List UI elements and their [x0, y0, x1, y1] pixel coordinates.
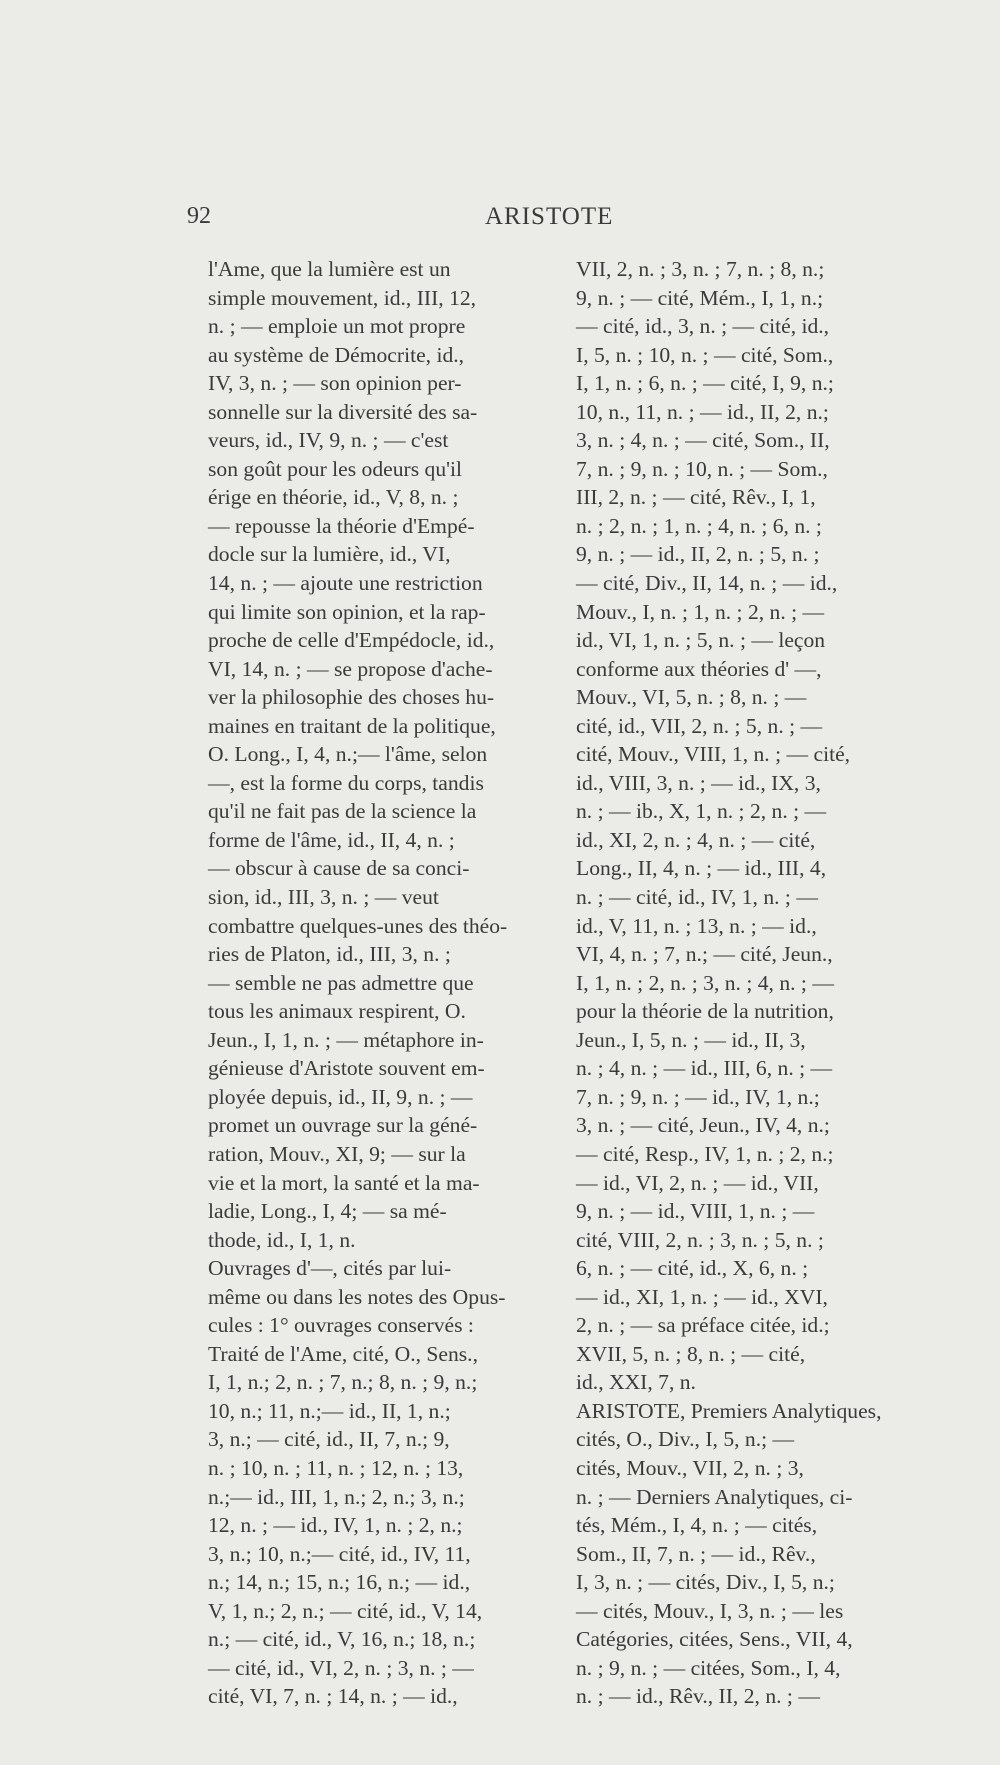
text-line: id., VIII, 3, n. ; — id., IX, 3,: [576, 770, 821, 795]
text-line: n.; 14, n.; 15, n.; 16, n.; — id.,: [208, 1570, 471, 1595]
text-line: 3, n. ; — cité, Jeun., IV, 4, n.;: [576, 1113, 830, 1138]
text-line: n. ; — cité, id., IV, 1, n. ; —: [576, 885, 818, 910]
text-line: cité, Mouv., VIII, 1, n. ; — cité,: [576, 742, 851, 767]
text-line: n. ; 9, n. ; — citées, Som., I, 4,: [576, 1655, 841, 1680]
text-line: O. Long., I, 4, n.;— l'âme, selon: [208, 742, 488, 767]
text-line: I, 1, n. ; 2, n. ; 3, n. ; 4, n. ; —: [576, 970, 834, 995]
text-line: sonnelle sur la diversité des sa-: [208, 399, 478, 424]
text-line: 10, n.; 11, n.;— id., II, 1, n.;: [208, 1398, 451, 1423]
text-line: docle sur la lumière, id., VI,: [208, 542, 451, 567]
text-line: cité, VI, 7, n. ; 14, n. ; — id.,: [208, 1684, 458, 1709]
left-text-column: [208, 255, 520, 1711]
text-line: n. ; — id., Rêv., II, 2, n. ; —: [576, 1684, 820, 1709]
text-line: cités, Mouv., VII, 2, n. ; 3,: [576, 1455, 804, 1480]
text-line: 14, n. ; — ajoute une restriction: [208, 571, 483, 596]
text-line: vie et la mort, la santé et la ma-: [208, 1170, 480, 1195]
text-line: forme de l'âme, id., II, 4, n. ;: [208, 827, 455, 852]
text-line: 3, n.; 10, n.;— cité, id., IV, 11,: [208, 1541, 471, 1566]
text-line: n. ; 10, n. ; 11, n. ; 12, n. ; 13,: [208, 1455, 464, 1480]
text-line: n. ; — Derniers Analytiques, ci-: [576, 1484, 853, 1509]
text-line: IV, 3, n. ; — son opinion per-: [208, 371, 462, 396]
text-line: VI, 14, n. ; — se propose d'ache-: [208, 656, 493, 681]
text-line: ladie, Long., I, 4; — sa mé-: [208, 1199, 447, 1224]
text-line: ployée depuis, id., II, 9, n. ; —: [208, 1084, 473, 1109]
text-line: Long., II, 4, n. ; — id., III, 4,: [576, 856, 827, 881]
text-line: pour la théorie de la nutrition,: [576, 999, 834, 1024]
text-line: n.; — cité, id., V, 16, n.; 18, n.;: [208, 1627, 476, 1652]
text-line: — cité, id., 3, n. ; — cité, id.,: [576, 314, 830, 339]
text-line: 7, n. ; 9, n. ; — id., IV, 1, n.;: [576, 1084, 820, 1109]
text-line: Ouvrages d'—, cités par lui-: [208, 1256, 452, 1281]
text-line: 9, n. ; — id., II, 2, n. ; 5, n. ;: [576, 542, 820, 567]
text-line: combattre quelques-unes des théo-: [208, 913, 508, 938]
text-line: ARISTOTE, Premiers Analytiques,: [576, 1398, 882, 1423]
text-line: V, 1, n.; 2, n.; — cité, id., V, 14,: [208, 1598, 483, 1623]
text-line: conforme aux théories d' —,: [576, 656, 822, 681]
text-line: n. ; 4, n. ; — id., III, 6, n. ; —: [576, 1056, 833, 1081]
running-head-title: ARISTOTE: [485, 203, 614, 230]
text-line: n. ; — ib., X, 1, n. ; 2, n. ; —: [576, 799, 827, 824]
text-line: cules : 1° ouvrages conservés :: [208, 1313, 474, 1338]
text-line: XVII, 5, n. ; 8, n. ; — cité,: [576, 1341, 806, 1366]
text-line: même ou dans les notes des Opus-: [208, 1284, 506, 1309]
text-line: — cité, Resp., IV, 1, n. ; 2, n.;: [576, 1141, 834, 1166]
text-line: qui limite son opinion, et la rap-: [208, 599, 486, 624]
text-line: 7, n. ; 9, n. ; 10, n. ; — Som.,: [576, 456, 828, 481]
text-line: I, 1, n.; 2, n. ; 7, n.; 8, n. ; 9, n.;: [208, 1370, 478, 1395]
text-line: — semble ne pas admettre que: [208, 970, 474, 995]
text-line: tés, Mém., I, 4, n. ; — cités,: [576, 1513, 818, 1538]
text-line: tous les animaux respirent, O.: [208, 999, 466, 1024]
text-line: — id., XI, 1, n. ; — id., XVI,: [576, 1284, 828, 1309]
text-line: cité, VIII, 2, n. ; 3, n. ; 5, n. ;: [576, 1227, 824, 1252]
text-line: cité, id., VII, 2, n. ; 5, n. ; —: [576, 713, 823, 738]
text-line: III, 2, n. ; — cité, Rêv., I, 1,: [576, 485, 816, 510]
text-line: 9, n. ; — cité, Mém., I, 1, n.;: [576, 285, 824, 310]
text-line: 2, n. ; — sa préface citée, id.;: [576, 1313, 830, 1338]
text-line: qu'il ne fait pas de la science la: [208, 799, 477, 824]
text-line: l'Ame, que la lumière est un: [208, 257, 451, 281]
text-line: simple mouvement, id., III, 12,: [208, 285, 477, 310]
text-line: — cités, Mouv., I, 3, n. ; — les: [576, 1598, 844, 1623]
text-line: — cité, id., VI, 2, n. ; 3, n. ; —: [208, 1655, 474, 1680]
text-line: I, 5, n. ; 10, n. ; — cité, Som.,: [576, 342, 834, 367]
text-line: son goût pour les odeurs qu'il: [208, 456, 463, 481]
text-line: au système de Démocrite, id.,: [208, 342, 465, 367]
text-line: id., XI, 2, n. ; 4, n. ; — cité,: [576, 827, 816, 852]
text-line: —, est la forme du corps, tandis: [208, 770, 484, 795]
right-text-column: [576, 255, 892, 1711]
text-line: veurs, id., IV, 9, n. ; — c'est: [208, 428, 449, 453]
text-line: n.;— id., III, 1, n.; 2, n.; 3, n.;: [208, 1484, 465, 1509]
text-line: I, 1, n. ; 6, n. ; — cité, I, 9, n.;: [576, 371, 834, 396]
text-line: Jeun., I, 5, n. ; — id., II, 3,: [576, 1027, 806, 1052]
text-line: ration, Mouv., XI, 9; — sur la: [208, 1141, 466, 1166]
text-line: — obscur à cause de sa conci-: [208, 856, 470, 881]
text-line: Jeun., I, 1, n. ; — métaphore in-: [208, 1027, 484, 1052]
text-line: — id., VI, 2, n. ; — id., VII,: [576, 1170, 819, 1195]
text-line: id., XXI, 7, n.: [576, 1370, 696, 1395]
text-line: 6, n. ; — cité, id., X, 6, n. ;: [576, 1256, 809, 1281]
text-line: 3, n.; — cité, id., II, 7, n.; 9,: [208, 1427, 450, 1452]
text-line: Som., II, 7, n. ; — id., Rêv.,: [576, 1541, 816, 1566]
text-line: id., V, 11, n. ; 13, n. ; — id.,: [576, 913, 817, 938]
text-line: 9, n. ; — id., VIII, 1, n. ; —: [576, 1199, 815, 1224]
text-line: proche de celle d'Empédocle, id.,: [208, 628, 495, 653]
text-line: sion, id., III, 3, n. ; — veut: [208, 885, 439, 910]
text-line: Catégories, citées, Sens., VII, 4,: [576, 1627, 853, 1652]
text-line: n. ; 2, n. ; 1, n. ; 4, n. ; 6, n. ;: [576, 513, 822, 538]
text-line: Mouv., VI, 5, n. ; 8, n. ; —: [576, 685, 807, 710]
text-line: promet un ouvrage sur la géné-: [208, 1113, 478, 1138]
text-line: 10, n., 11, n. ; — id., II, 2, n.;: [576, 399, 829, 424]
text-line: ries de Platon, id., III, 3, n. ;: [208, 942, 451, 967]
text-line: érige en théorie, id., V, 8, n. ;: [208, 485, 459, 510]
text-line: — cité, Div., II, 14, n. ; — id.,: [576, 571, 838, 596]
page-number: 92: [187, 203, 211, 229]
text-line: ver la philosophie des choses hu-: [208, 685, 495, 710]
text-line: 12, n. ; — id., IV, 1, n. ; 2, n.;: [208, 1513, 463, 1538]
text-line: maines en traitant de la politique,: [208, 713, 496, 738]
text-line: 3, n. ; 4, n. ; — cité, Som., II,: [576, 428, 830, 453]
text-line: — repousse la théorie d'Empé-: [208, 513, 475, 538]
text-line: VII, 2, n. ; 3, n. ; 7, n. ; 8, n.;: [576, 257, 825, 281]
text-line: thode, id., I, 1, n.: [208, 1227, 356, 1252]
text-line: cités, O., Div., I, 5, n.; —: [576, 1427, 795, 1452]
text-line: Mouv., I, n. ; 1, n. ; 2, n. ; —: [576, 599, 825, 624]
text-line: VI, 4, n. ; 7, n.; — cité, Jeun.,: [576, 942, 833, 967]
text-line: I, 3, n. ; — cités, Div., I, 5, n.;: [576, 1570, 835, 1595]
text-line: n. ; — emploie un mot propre: [208, 314, 466, 339]
text-line: Traité de l'Ame, cité, O., Sens.,: [208, 1341, 478, 1366]
text-line: id., VI, 1, n. ; 5, n. ; — leçon: [576, 628, 826, 653]
text-line: génieuse d'Aristote souvent em-: [208, 1056, 485, 1081]
